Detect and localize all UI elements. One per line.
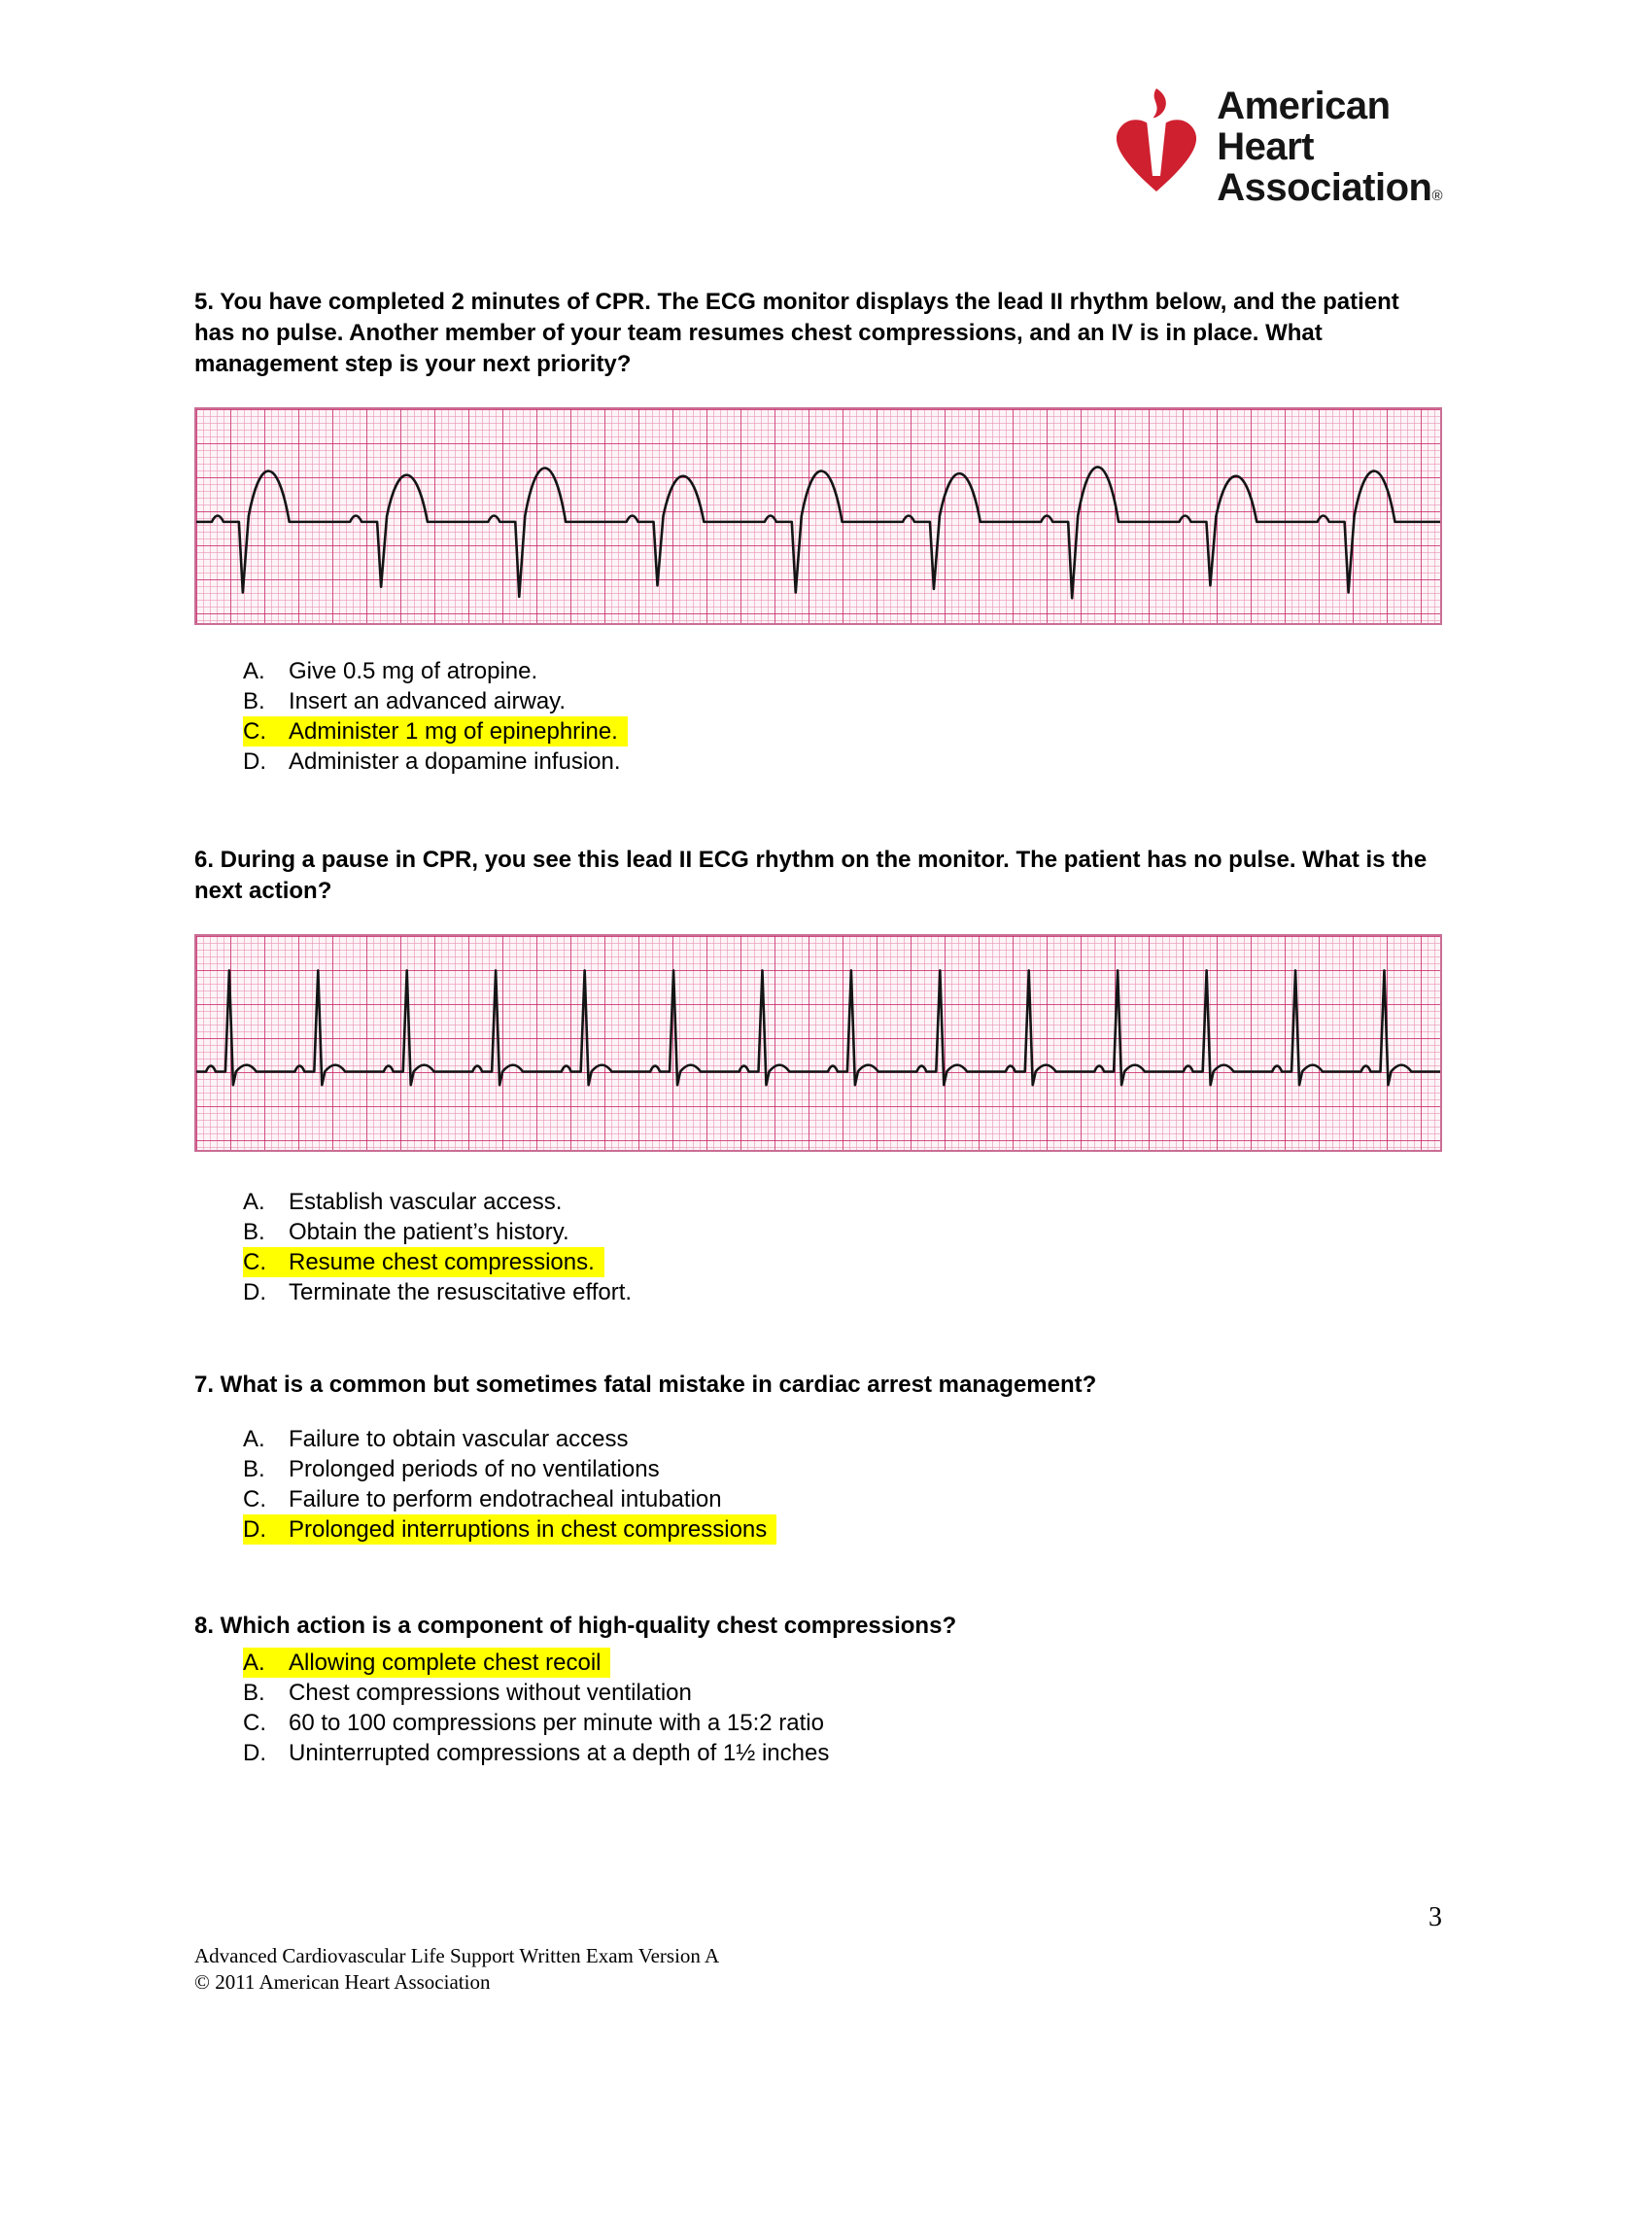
option-letter: D. <box>243 1279 266 1305</box>
page-number: 3 <box>1428 1902 1442 1932</box>
logo-line-heart: Heart <box>1217 125 1314 168</box>
option-row <box>243 716 1442 747</box>
option-text: Establish vascular access. <box>289 1189 563 1215</box>
registered-mark: ® <box>1431 188 1442 204</box>
footer <box>194 1943 1442 1996</box>
option-row <box>243 1484 1442 1514</box>
option-letter: C. <box>243 1249 266 1275</box>
option-row <box>243 1424 1442 1454</box>
option-row <box>243 686 1442 716</box>
option-row <box>243 1217 1442 1247</box>
option-text: Prolonged periods of no ventilations <box>289 1456 660 1482</box>
heart-torch-icon <box>1108 87 1205 216</box>
option-row <box>243 1247 1442 1277</box>
option-letter: D. <box>243 1740 266 1766</box>
option-letter: B. <box>243 688 265 714</box>
option-row <box>243 656 1442 686</box>
logo-line-american: American <box>1217 85 1391 127</box>
option-row <box>243 1708 1442 1738</box>
ecg-trace <box>196 970 1440 1085</box>
option-row <box>243 1514 1442 1545</box>
option-text: Administer a dopamine infusion. <box>289 748 621 775</box>
question-text: 6. During a pause in CPR, you see this lead II ECG rhythm on the monitor. The patient has no pulse. What is the next action? <box>194 847 1428 904</box>
option-row <box>243 1454 1442 1484</box>
option-text: 60 to 100 compressions per minute with a 15:2 ratio <box>289 1710 824 1736</box>
question-text: 7. What is a common but sometimes fatal mistake in cardiac arrest management? <box>194 1372 1097 1398</box>
logo-text <box>1217 86 1442 217</box>
option-letter: C. <box>243 718 266 745</box>
option-row <box>243 1277 1442 1307</box>
question-7 <box>194 1370 1442 1545</box>
option-text: Prolonged interruptions in chest compressions <box>289 1516 768 1543</box>
option-row <box>243 1648 1442 1678</box>
option-letter: B. <box>243 1680 265 1706</box>
footer-copyright: © 2011 American Heart Association <box>194 1970 491 1994</box>
option-text: Allowing complete chest recoil <box>289 1650 602 1676</box>
question-6 <box>194 845 1442 1307</box>
option-text: Failure to obtain vascular access <box>289 1426 629 1452</box>
option-text: Obtain the patient’s history. <box>289 1219 569 1245</box>
ecg-waveform-svg <box>196 936 1440 1150</box>
footer-title: Advanced Cardiovascular Life Support Written Exam Version A <box>194 1944 720 1967</box>
option-row <box>243 1678 1442 1708</box>
option-letter: C. <box>243 1710 266 1736</box>
options-list <box>194 656 1442 777</box>
option-text: Resume chest compressions. <box>289 1249 595 1275</box>
ecg-strip-q5 <box>194 407 1442 625</box>
option-letter: A. <box>243 658 265 684</box>
options-list <box>194 1648 1442 1768</box>
option-row <box>243 1187 1442 1217</box>
question-text: 5. You have completed 2 minutes of CPR. The ECG monitor displays the lead II rhythm below, and the patient has no pulse. Another member of your team resumes chest compressions, and an IV is in place. What management step is your next priority? <box>194 289 1399 377</box>
option-text: Insert an advanced airway. <box>289 688 567 714</box>
aha-logo <box>1108 86 1442 217</box>
option-row <box>243 747 1442 777</box>
option-letter: C. <box>243 1486 266 1512</box>
logo-row <box>194 86 1442 217</box>
logo-line-association: Association® <box>1217 166 1442 209</box>
option-letter: A. <box>243 1189 265 1215</box>
ecg-strip-q6 <box>194 934 1442 1152</box>
option-text: Failure to perform endotracheal intubation <box>289 1486 722 1512</box>
ecg-trace <box>196 467 1440 598</box>
option-text: Chest compressions without ventilation <box>289 1680 692 1706</box>
option-text: Give 0.5 mg of atropine. <box>289 658 538 684</box>
exam-page <box>0 86 1442 1996</box>
option-text: Terminate the resuscitative effort. <box>289 1279 633 1305</box>
ecg-waveform-svg <box>196 409 1440 623</box>
option-letter: B. <box>243 1456 265 1482</box>
option-text: Administer 1 mg of epinephrine. <box>289 718 618 745</box>
question-5 <box>194 287 1442 777</box>
option-letter: B. <box>243 1219 265 1245</box>
question-text: 8. Which action is a component of high-quality chest compressions? <box>194 1613 957 1639</box>
option-text: Uninterrupted compressions at a depth of 1½ inches <box>289 1740 830 1766</box>
option-letter: A. <box>243 1426 265 1452</box>
options-list <box>194 1187 1442 1307</box>
option-row <box>243 1738 1442 1768</box>
options-list <box>194 1424 1442 1545</box>
question-8 <box>194 1611 1442 1768</box>
option-letter: D. <box>243 1516 266 1543</box>
option-letter: D. <box>243 748 266 775</box>
option-letter: A. <box>243 1650 265 1676</box>
